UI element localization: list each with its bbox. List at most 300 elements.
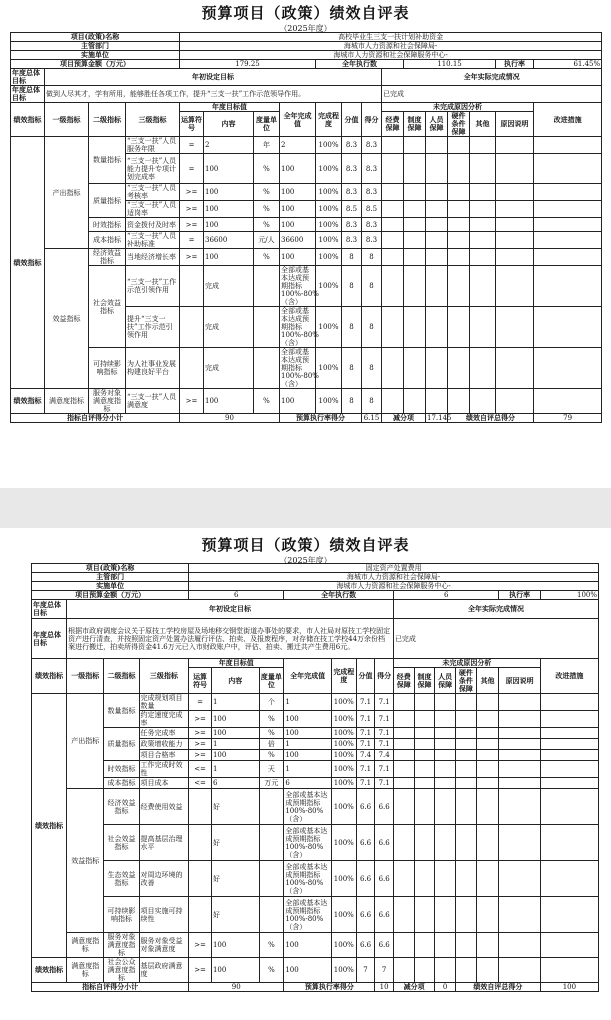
- content-cell: 2: [204, 137, 254, 154]
- content-cell: 好: [211, 825, 259, 861]
- gained-cell: 8.3: [362, 218, 382, 232]
- table-row: [32, 789, 599, 825]
- improve-cell: [540, 728, 598, 739]
- content-cell: 100: [211, 933, 259, 958]
- table-row: [32, 897, 599, 933]
- goal-label: 年度总体目标: [32, 619, 67, 659]
- project-name-label: 项目(政策)名称: [32, 564, 189, 573]
- score-cell: 8: [342, 348, 362, 389]
- reason-fund-cell: [393, 958, 414, 983]
- table-row: [32, 933, 599, 958]
- reason-other-cell: [476, 728, 499, 739]
- gained-cell: 7.1: [375, 694, 394, 711]
- reason-note-cell: [496, 184, 534, 201]
- improve-cell: [540, 861, 598, 897]
- table-row: [32, 825, 599, 861]
- op-cell: >=: [180, 201, 204, 218]
- unit-label: 实施单位: [32, 582, 189, 591]
- gained-cell: 6.6: [375, 933, 394, 958]
- reason-other-cell: [470, 348, 496, 389]
- content-cell: 1: [211, 761, 259, 778]
- reason-fund-cell: [382, 389, 404, 414]
- score-cell: 6.6: [356, 897, 375, 933]
- reason-hardware-cell: [456, 825, 477, 861]
- perf-label: 绩效指标: [11, 103, 45, 137]
- sheet-year: （2025年度）: [279, 24, 332, 33]
- level3-cell: “三支一扶”人员考核率: [126, 184, 180, 201]
- reason-system-cell: [414, 958, 435, 983]
- reason-other-cell: [476, 825, 499, 861]
- reason-system-cell: [414, 750, 435, 761]
- improve-cell: [540, 958, 598, 983]
- measure-unit-header: 度量单位: [254, 112, 280, 137]
- reason-hardware-header: 硬件条件保障: [456, 668, 477, 694]
- reason-note-cell: [496, 389, 534, 414]
- footer-total-value: 100: [540, 983, 598, 992]
- actual-value-cell: 100: [284, 750, 332, 761]
- project-name-value: 高校毕业生三支一扶计划补助资金: [180, 33, 602, 42]
- improve-cell: [540, 761, 598, 778]
- reason-hardware-cell: [448, 266, 470, 307]
- footer-score-label: 指标自评得分小计: [32, 983, 189, 992]
- content-cell: 100: [204, 184, 254, 201]
- reason-note-cell: [496, 232, 534, 249]
- reason-hardware-cell: [456, 711, 477, 728]
- improve-cell: [540, 825, 598, 861]
- measure-unit-cell: %: [254, 218, 280, 232]
- improve-cell: [534, 389, 602, 414]
- exec-rate-label: 执行率: [499, 591, 540, 600]
- measure-unit-cell: 个: [259, 694, 284, 711]
- content-cell: 100: [204, 154, 254, 184]
- measure-unit-cell: 元/人: [254, 232, 280, 249]
- reason-staff-cell: [426, 154, 448, 184]
- reason-system-cell: [414, 861, 435, 897]
- exec-rate-value: 61.45%: [534, 60, 602, 69]
- level2-cell: 经济效益指标: [89, 249, 126, 266]
- goal-plan-header: 年初设定目标: [45, 69, 382, 86]
- actual-value-cell: 36600: [280, 232, 316, 249]
- level2-cell: 时效指标: [104, 761, 139, 778]
- reason-note-cell: [496, 218, 534, 232]
- reason-hardware-cell: [448, 201, 470, 218]
- reason-other-cell: [476, 897, 499, 933]
- reason-fund-cell: [382, 154, 404, 184]
- op-cell: >=: [189, 711, 212, 728]
- content-cell: 好: [211, 897, 259, 933]
- score-cell: 8: [342, 307, 362, 348]
- reason-system-cell: [414, 739, 435, 750]
- table-row: [11, 218, 602, 232]
- reason-note-cell: [499, 825, 540, 861]
- reason-fund-cell: [382, 249, 404, 266]
- actual-value-cell: 1: [284, 739, 332, 750]
- op-cell: [180, 266, 204, 307]
- reason-hardware-cell: [456, 694, 477, 711]
- content-cell: 100: [204, 249, 254, 266]
- actual-value-cell: 全部或基本达成预期指标100%-80%（含）: [284, 789, 332, 825]
- reason-fund-cell: [393, 750, 414, 761]
- level2-cell: 成本指标: [104, 778, 139, 789]
- score-cell: 8: [342, 389, 362, 414]
- unit-value: 海城市人力资源和社会保障服务中心-: [189, 582, 599, 591]
- reason-system-cell: [404, 154, 426, 184]
- completion-cell: 100%: [331, 739, 356, 750]
- op-cell: =: [180, 137, 204, 154]
- evaluation-table-2: [31, 563, 599, 992]
- completion-cell: 100%: [331, 711, 356, 728]
- reason-system-cell: [404, 266, 426, 307]
- reason-hardware-cell: [448, 218, 470, 232]
- op-cell: >=: [180, 218, 204, 232]
- measure-unit-header: 度量单位: [259, 668, 284, 694]
- op-header: 运算符号: [180, 112, 204, 137]
- improve-cell: [534, 249, 602, 266]
- reason-other-cell: [470, 154, 496, 184]
- improve-cell: [534, 184, 602, 201]
- dept-label: 主管部门: [32, 573, 189, 582]
- reason-hardware-cell: [448, 249, 470, 266]
- reason-fund-cell: [382, 348, 404, 389]
- completion-cell: 100%: [331, 728, 356, 739]
- level1-cell: 效益指标: [45, 249, 89, 389]
- reason-other-cell: [470, 201, 496, 218]
- actual-value-cell: 1: [284, 761, 332, 778]
- actual-value-cell: 100: [284, 933, 332, 958]
- level3-cell: “三支一扶”人员补助标准: [126, 232, 180, 249]
- footer-score-value: 90: [189, 983, 284, 992]
- gained-cell: 8.3: [362, 232, 382, 249]
- footer-score-value: 90: [180, 414, 280, 423]
- goal-actual-text: 已完成: [393, 619, 598, 659]
- reason-staff-cell: [426, 266, 448, 307]
- measure-unit-cell: %: [259, 750, 284, 761]
- reason-hardware-cell: [456, 897, 477, 933]
- reason-staff-cell: [426, 184, 448, 201]
- reason-system-cell: [414, 711, 435, 728]
- table-row: [32, 861, 599, 897]
- completion-cell: 100%: [316, 266, 342, 307]
- goal-plan-text: 根据市政府调度会议关于原技工学校房屋及场地移交钢堂街道办事处的要求，市人社局对原技工学校固定资产进行清查，并按照固定资产处置办法履行评估、拍卖、及报废程序，对存储在技工学校44万余份档案进行搬迁，拍卖所得资金41.6万元已入市财政账户中，评估、拍卖、搬迁共产生费用6元。: [67, 619, 394, 659]
- reason-fund-header: 经费保障: [393, 668, 414, 694]
- gained-cell: 7.4: [375, 750, 394, 761]
- level3-cell: “三支一扶”人员适岗率: [126, 201, 180, 218]
- completion-cell: 100%: [331, 789, 356, 825]
- completion-cell: 100%: [316, 154, 342, 184]
- reason-fund-cell: [382, 201, 404, 218]
- perf-group-label: 绩效指标: [11, 137, 45, 389]
- score-cell: 8: [342, 249, 362, 266]
- perf-group-label: 绩效指标: [11, 389, 45, 414]
- completion-header: 完成程度: [316, 103, 342, 137]
- table-row: [11, 348, 602, 389]
- op-cell: >=: [180, 184, 204, 201]
- score-cell: 8.3: [342, 137, 362, 154]
- gained-cell: 8.5: [362, 201, 382, 218]
- evaluation-sheet-1: [0, 0, 611, 488]
- content-cell: 100: [211, 750, 259, 761]
- reason-other-cell: [470, 389, 496, 414]
- level3-cell: “三支一扶”工作示范引领作用: [126, 266, 180, 307]
- score-cell: 6.6: [356, 825, 375, 861]
- actual-value-cell: 全部或基本达成预期指标100%-80%（含）: [284, 861, 332, 897]
- reason-note-cell: [499, 897, 540, 933]
- reason-note-cell: [496, 266, 534, 307]
- footer-score-label: 指标自评得分小计: [11, 414, 180, 423]
- unit-value: 海城市人力资源和社会保障服务中心-: [180, 51, 602, 60]
- gained-cell: 6.6: [375, 897, 394, 933]
- footer-exec-value: 10: [375, 983, 394, 992]
- table-row: [11, 389, 602, 414]
- score-cell: 7.1: [356, 711, 375, 728]
- improve-cell: [534, 348, 602, 389]
- level2-cell: 经济效益指标: [104, 789, 139, 825]
- reason-system-cell: [404, 348, 426, 389]
- level1-header: 一级指标: [67, 659, 104, 694]
- reason-system-cell: [414, 789, 435, 825]
- gained-cell: 8: [362, 266, 382, 307]
- dept-value: 海城市人力资源和社会保障局-: [180, 42, 602, 51]
- improve-cell: [540, 750, 598, 761]
- reason-fund-cell: [393, 711, 414, 728]
- reason-staff-cell: [435, 711, 456, 728]
- measure-unit-cell: 万元: [259, 778, 284, 789]
- table-row: [11, 249, 602, 266]
- reason-staff-cell: [435, 958, 456, 983]
- reason-other-cell: [476, 739, 499, 750]
- reason-hardware-cell: [448, 154, 470, 184]
- level1-header: 一级指标: [45, 103, 89, 137]
- content-cell: 100: [211, 958, 259, 983]
- measure-unit-cell: %: [259, 728, 284, 739]
- level3-cell: 项目实施可持续性: [139, 897, 189, 933]
- reason-system-header: 制度保障: [404, 112, 426, 137]
- level1-cell: 满意度指标: [45, 389, 89, 414]
- score-cell: 8.5: [342, 201, 362, 218]
- reason-staff-cell: [426, 348, 448, 389]
- level2-cell: 质量指标: [104, 728, 139, 761]
- level2-cell: 服务对象满意度指标: [104, 933, 139, 958]
- actual-value-cell: 全部或基本达成预期指标100%-80%（含）: [284, 897, 332, 933]
- reason-other-cell: [476, 789, 499, 825]
- level2-cell: 可持续影响指标: [104, 897, 139, 933]
- actual-value-cell: 全部或基本达成预期指标100%-80%（含）: [281, 307, 319, 347]
- reason-other-cell: [470, 232, 496, 249]
- reason-staff-cell: [426, 218, 448, 232]
- footer-exec-value: 6.15: [362, 414, 382, 423]
- content-cell: 100: [204, 218, 254, 232]
- annual-exec-label: 全年执行数: [284, 591, 394, 600]
- level3-cell: “三支一扶”人员满意度: [126, 389, 180, 414]
- table-row: [32, 761, 599, 778]
- improve-cell: [540, 897, 598, 933]
- reason-note-cell: [499, 958, 540, 983]
- gained-cell: 8: [362, 348, 382, 389]
- gained-cell: 8: [362, 307, 382, 348]
- measure-unit-cell: %: [259, 711, 284, 728]
- score-cell: 8: [342, 266, 362, 307]
- op-cell: [180, 348, 204, 389]
- reason-fund-cell: [393, 761, 414, 778]
- op-cell: [180, 307, 204, 348]
- footer-deduct-value: 17.145: [427, 414, 452, 422]
- level3-cell: 为人社事业发展构建良好平台: [126, 348, 180, 389]
- reason-note-cell: [496, 137, 534, 154]
- improve-header: 改进措施: [534, 103, 602, 137]
- op-cell: =: [180, 232, 204, 249]
- score-cell: 7.1: [356, 739, 375, 750]
- completion-cell: 100%: [316, 348, 342, 389]
- reason-staff-cell: [426, 201, 448, 218]
- reason-note-cell: [496, 307, 534, 348]
- goal-actual-header: 全年实际完成情况: [382, 69, 602, 86]
- completion-cell: 100%: [316, 232, 342, 249]
- score-header: 分值: [356, 659, 375, 694]
- completion-cell: 100%: [331, 761, 356, 778]
- content-cell: 好: [211, 861, 259, 897]
- gained-cell: 6.6: [375, 861, 394, 897]
- level3-cell: 提高基层治理水平: [139, 825, 189, 861]
- content-header: 内容: [204, 112, 254, 137]
- level2-cell: 社会效益指标: [89, 266, 126, 348]
- reason-staff-cell: [426, 249, 448, 266]
- goal-label: 年度总体目标: [32, 600, 67, 619]
- reason-other-cell: [476, 694, 499, 711]
- gained-cell: 6.6: [375, 825, 394, 861]
- sheet-title: 预算项目（政策）绩效自评表: [201, 4, 410, 22]
- reason-fund-cell: [393, 825, 414, 861]
- level2-cell: 生态效益指标: [104, 861, 139, 897]
- reason-hardware-cell: [448, 348, 470, 389]
- goal-plan-header: 年初设定目标: [67, 600, 394, 619]
- table-row: [11, 232, 602, 249]
- content-cell: 1: [211, 739, 259, 750]
- level1-cell: 满意度指标: [67, 933, 104, 958]
- reason-note-cell: [499, 933, 540, 958]
- level2-cell: 可持续影响指标: [89, 348, 126, 389]
- reason-other-header: 其他: [470, 112, 496, 137]
- op-cell: =: [189, 694, 212, 711]
- reason-note-cell: [496, 154, 534, 184]
- level2-cell: 质量指标: [89, 184, 126, 218]
- reason-fund-cell: [393, 694, 414, 711]
- footer-total-label: 绩效自评总得分: [456, 983, 541, 992]
- measure-unit-cell: [259, 861, 284, 897]
- improve-cell: [534, 154, 602, 184]
- reason-other-cell: [470, 307, 496, 348]
- annual-exec-label: 全年执行数: [316, 60, 404, 69]
- reason-hardware-cell: [456, 761, 477, 778]
- goal-actual-text: 已完成: [382, 86, 602, 103]
- improve-cell: [540, 739, 598, 750]
- reason-hardware-cell: [456, 728, 477, 739]
- op-cell: [189, 861, 212, 897]
- actual-value-cell: 100: [280, 201, 316, 218]
- reason-fund-header: 经费保障: [382, 112, 404, 137]
- exec-rate-label: 执行率: [496, 60, 534, 69]
- op-cell: >=: [189, 958, 212, 983]
- improve-cell: [534, 232, 602, 249]
- footer-deduct-label: 减分项: [382, 414, 426, 423]
- gained-cell: 7.1: [375, 728, 394, 739]
- gained-cell: 8.3: [362, 184, 382, 201]
- dept-value: 海城市人力资源和社会保障局-: [189, 573, 599, 582]
- reason-staff-cell: [435, 778, 456, 789]
- goal-label: 年度总体目标: [11, 69, 45, 86]
- level3-cell: 当地经济增长率: [126, 249, 180, 266]
- reason-system-cell: [414, 933, 435, 958]
- level2-cell: 社会效益指标: [104, 825, 139, 861]
- reason-system-cell: [414, 897, 435, 933]
- actual-value-header: 全年完成值: [284, 659, 332, 694]
- content-cell: 完成: [204, 348, 254, 389]
- completion-cell: 100%: [316, 389, 342, 414]
- reason-staff-cell: [435, 739, 456, 750]
- measure-unit-cell: [259, 897, 284, 933]
- reason-note-cell: [499, 789, 540, 825]
- gained-cell: 7: [375, 958, 394, 983]
- score-cell: 7.1: [356, 728, 375, 739]
- op-cell: >=: [189, 933, 212, 958]
- gained-header: 得分: [375, 659, 394, 694]
- reason-other-cell: [470, 249, 496, 266]
- improve-cell: [534, 201, 602, 218]
- perf-group-label: 绩效指标: [32, 958, 67, 983]
- reason-staff-cell: [435, 694, 456, 711]
- reason-system-cell: [404, 232, 426, 249]
- completion-cell: 100%: [331, 958, 356, 983]
- exec-rate-value: 100%: [540, 591, 598, 600]
- level3-cell: 项目合格率: [139, 750, 189, 761]
- reason-fund-cell: [382, 184, 404, 201]
- op-cell: =: [180, 154, 204, 184]
- score-cell: 7.1: [356, 761, 375, 778]
- gained-cell: 8: [362, 389, 382, 414]
- score-cell: 6.6: [356, 789, 375, 825]
- level3-cell: 完成规划项目数量: [139, 694, 189, 711]
- annual-exec-value: 110.15: [404, 60, 496, 69]
- gained-cell: 7.1: [375, 711, 394, 728]
- reason-other-cell: [476, 711, 499, 728]
- op-cell: [189, 789, 212, 825]
- completion-cell: 100%: [331, 694, 356, 711]
- unit-label: 实施单位: [11, 51, 180, 60]
- reason-staff-cell: [426, 307, 448, 348]
- reason-fund-cell: [382, 137, 404, 154]
- improve-cell: [534, 307, 602, 348]
- sheet-title: 预算项目（政策）绩效自评表: [201, 536, 410, 554]
- annual-exec-value: 6: [393, 591, 499, 600]
- actual-value-cell: 100: [284, 711, 332, 728]
- score-cell: 8.3: [342, 184, 362, 201]
- score-cell: 8.3: [342, 154, 362, 184]
- completion-header: 完成程度: [331, 659, 356, 694]
- score-cell: 7: [356, 958, 375, 983]
- level3-cell: 资金拨付及时率: [126, 218, 180, 232]
- reason-staff-cell: [435, 897, 456, 933]
- level3-cell: 经费使用效益: [139, 789, 189, 825]
- score-cell: 7.4: [356, 750, 375, 761]
- score-cell: 8.3: [342, 232, 362, 249]
- unfinished-header: 未完成原因分析: [393, 659, 540, 668]
- reason-hardware-cell: [448, 232, 470, 249]
- reason-other-cell: [476, 750, 499, 761]
- actual-value-cell: 2: [280, 137, 316, 154]
- level2-cell: 时效指标: [89, 218, 126, 232]
- target-group-header: 年度目标值: [180, 103, 280, 112]
- completion-cell: 100%: [331, 933, 356, 958]
- level3-cell: 项目成本: [139, 778, 189, 789]
